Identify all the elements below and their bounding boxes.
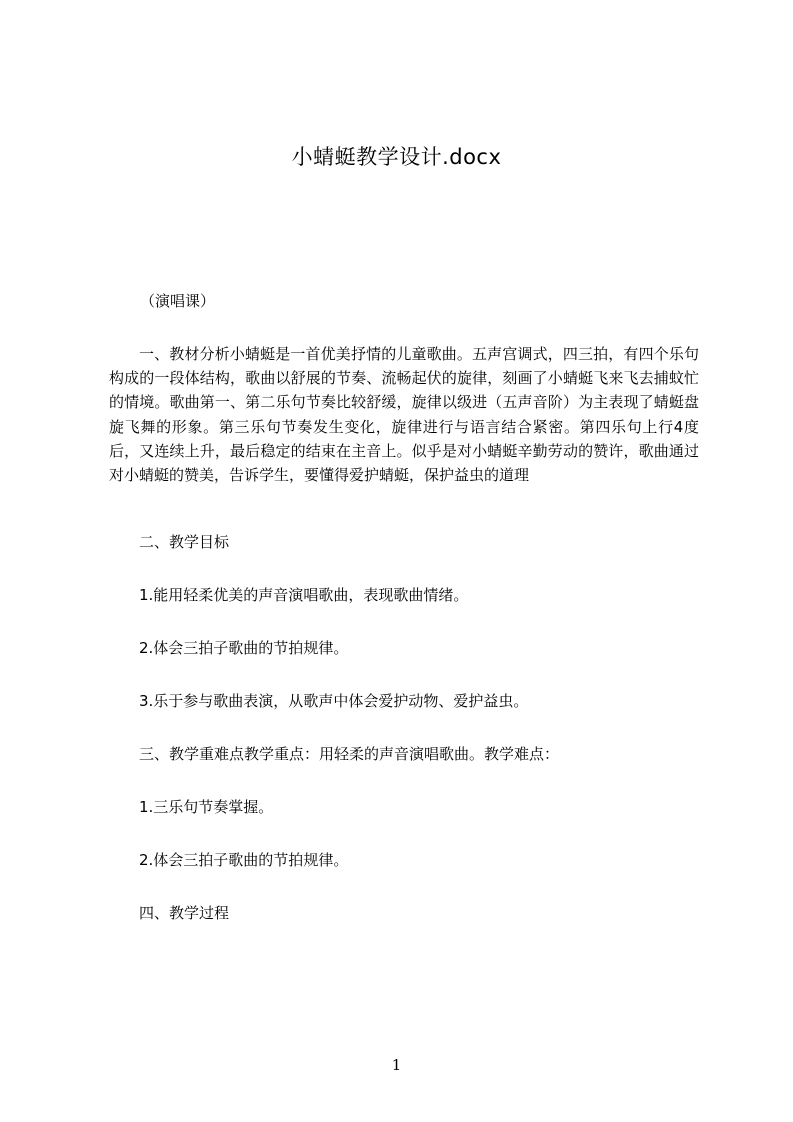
goal-item-3: 3.乐于参与歌曲表演，从歌声中体会爱护动物、爱护益虫。 [139,692,529,710]
goal-item-1: 1.能用轻柔优美的声音演唱歌曲，表现歌曲情绪。 [139,586,469,604]
goal-item-2: 2.体会三拍子歌曲的节拍规律。 [139,639,349,657]
goals-heading: 二、教学目标 [139,533,230,551]
difficulty-item-2: 2.体会三拍子歌曲的节拍规律。 [139,851,349,869]
document-title: 小蜻蜓教学设计.docx [291,145,502,169]
process-heading: 四、教学过程 [139,904,230,922]
lesson-type: （演唱课） [140,292,216,310]
difficulty-item-1: 1.三乐句节奏掌握。 [139,798,274,816]
page-number: 1 [391,1056,402,1074]
analysis-paragraph: 一、教材分析小蜻蜓是一首优美抒情的儿童歌曲。五声宫调式，四三拍，有四个乐句构成的一段体结构，歌曲以舒展的节奏、流畅起伏的旋律，刻画了小蜻蜓飞来飞去捕蚊忙的情境。歌曲第一、第二乐句节奏比较舒缓，旋律以级进（五声音阶）为主表现了蜻蜓盘旋飞舞的形象。第三乐句节奏发生变化，旋律进行与语言结合紧密。第四乐句上行4度后，又连续上升，最后稳定的结束在主音上。似乎是对小蜻蜓辛勤劳动的赞许，歌曲通过对小蜻蜓的赞美，告诉学生，要懂得爱护蜻蜓，保护益虫的道理 [109,345,699,485]
key-points-paragraph: 三、教学重难点教学重点：用轻柔的声音演唱歌曲。教学难点： [139,745,560,763]
